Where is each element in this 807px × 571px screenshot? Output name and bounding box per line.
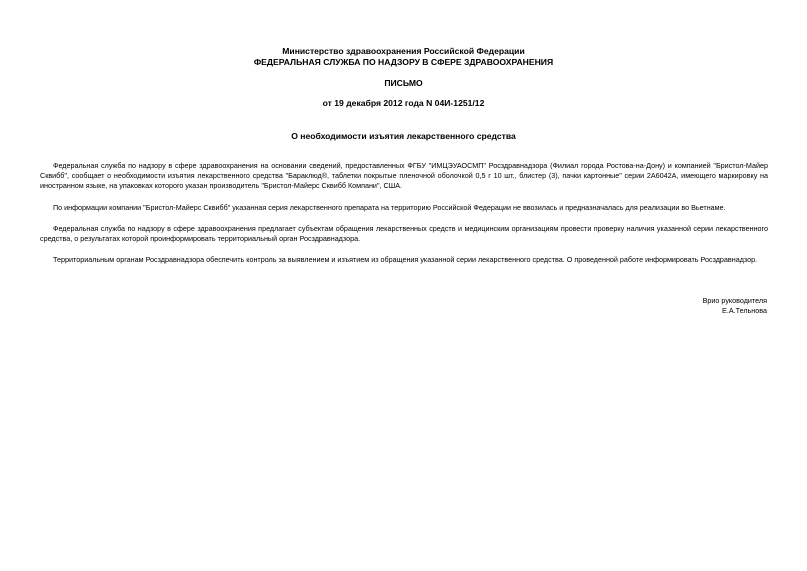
ministry-heading: Министерство здравоохранения Российской Федерации: [282, 46, 525, 56]
paragraph-4: Территориальным органам Росздравнадзора обеспечить контроль за выявлением и изъятием из обращения указанной серии лекарственного средства. О проведенной работе информировать Росздравнадзор.: [53, 255, 758, 264]
paragraph-2: По информации компании "Бристол-Майерс Сквибб" указанная серия лекарственного препарата на территорию Российской Федерации не ввозилась и предназначалась для реализации во Вьетнаме.: [53, 203, 726, 212]
document-subject: О необходимости изъятия лекарственного средства: [291, 131, 516, 141]
signature-position: Врио руководителя: [702, 296, 767, 305]
document-date-number: от 19 декабря 2012 года N 04И-1251/12: [322, 98, 485, 108]
service-heading: ФЕДЕРАЛЬНАЯ СЛУЖБА ПО НАДЗОРУ В СФЕРЕ ЗДРАВООХРАНЕНИЯ: [253, 57, 554, 67]
paragraph-3: Федеральная служба по надзору в сфере здравоохранения предлагает субъектам обращения лекарственных средств и медицинским организациям провести проверку наличия указанной серии лекарственного средства, о результатах которой проинформировать территориальный орган Росздравнадзора.: [40, 224, 768, 243]
signature-name: Е.А.Тельнова: [722, 306, 767, 315]
paragraph-1: Федеральная служба по надзору в сфере здравоохранения на основании сведений, предоставленных ФГБУ "ИМЦЭУАОСМП" Росздравнадзора (Филиал города Ростова-на-Дону) и компанией "Бристол-Майер Сквибб", сообщает о необходимости изъятия лекарственного средства "Бараклюд®, таблетки покрытые пленочной оболочкой 0,5 г 10 шт., блистер (3), пачки картонные" серии 2А6042А, имеющего маркировку на иностранном языке, на упаковках которого указан производитель "Бристол-Майерс Сквибб Компани", США.: [40, 161, 768, 190]
document-type: ПИСЬМО: [384, 78, 423, 88]
